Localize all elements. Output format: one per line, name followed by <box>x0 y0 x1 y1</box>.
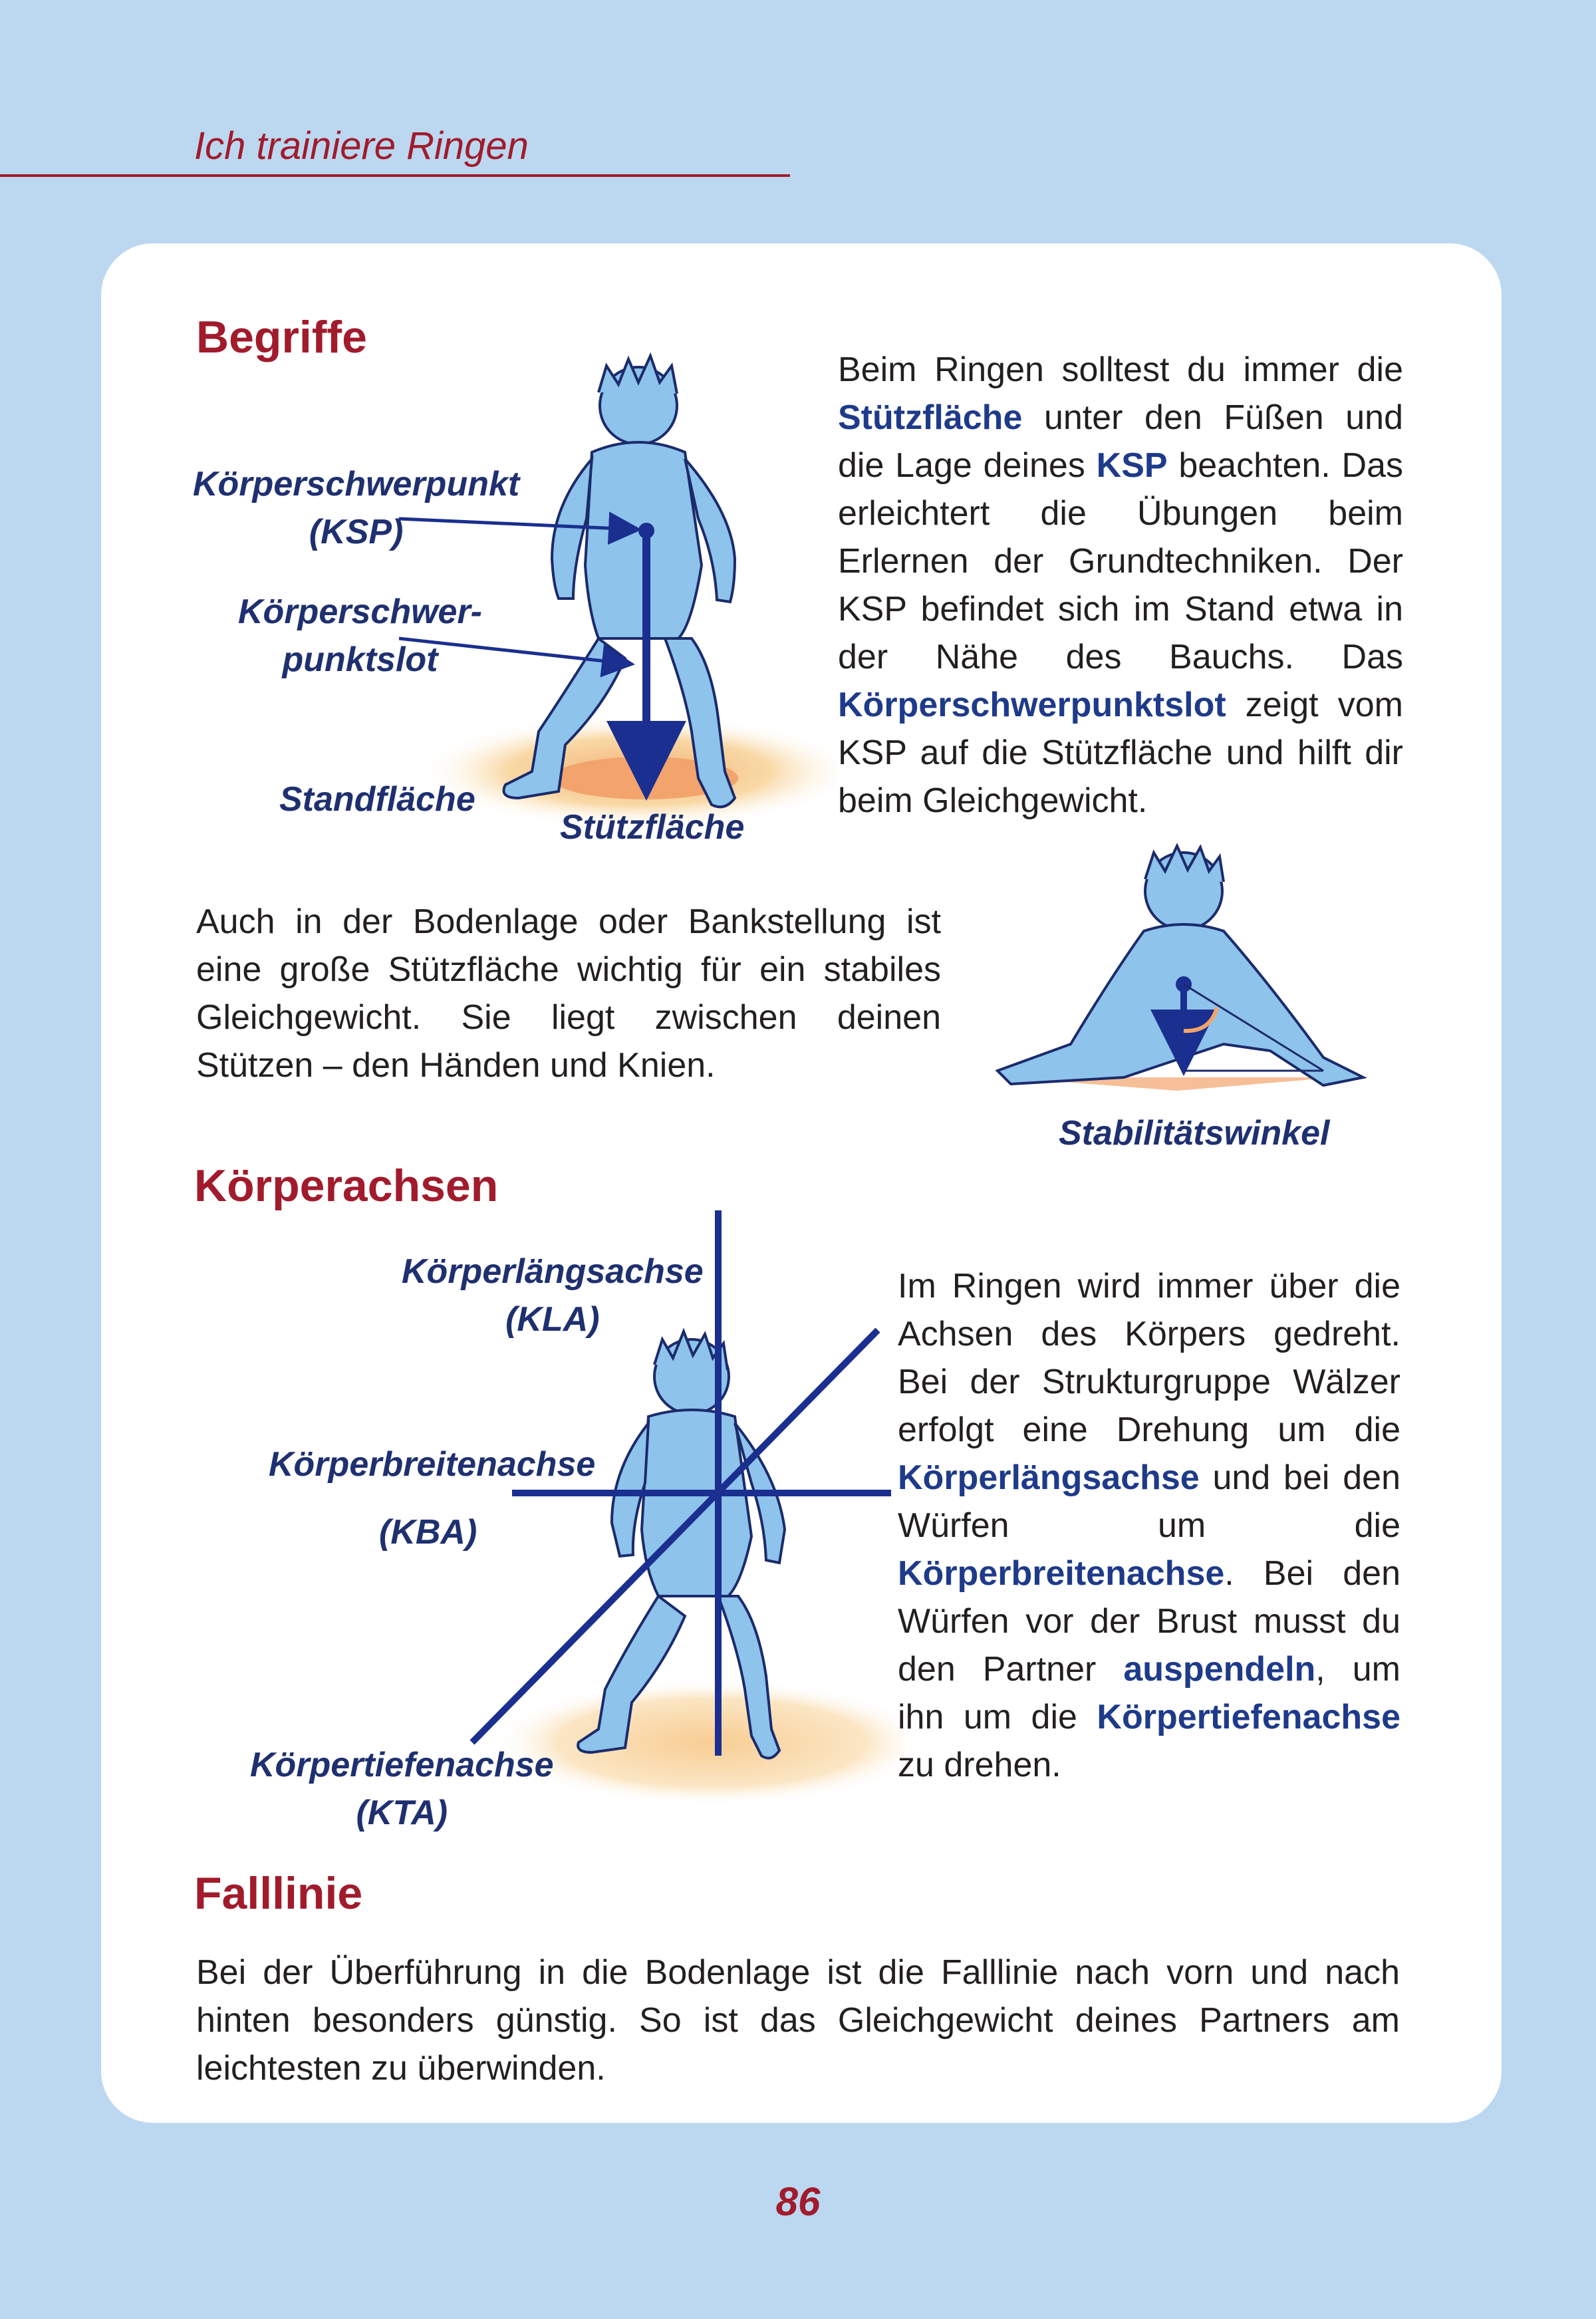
label-stuetzflaeche: Stützfläche <box>560 808 745 847</box>
label-ksp: Körperschwerpunkt (KSP) <box>193 465 520 551</box>
label-standflaeche: Standfläche <box>279 780 475 819</box>
paragraph-koerperachsen: Im Ringen wird immer über die Achsen des Körpers gedreht. Bei der Strukturgruppe Wälzer erfolgt eine Drehung um die Körperlängsachse und bei den Würfen um die Körperbreitenachse. Bei den Würfen vor der Brust musst du den Partner auspendeln, um ihn um die Körpertiefenachse zu drehen. <box>898 1267 1400 1784</box>
label-kba-name: Körperbreitenachse <box>269 1445 596 1484</box>
paragraph-begriffe: Beim Ringen solltest du immer die Stützfläche unter den Füßen und die Lage deines KSP beachten. Das erleichtert die Übungen beim Erlernen der Grundtechniken. Der KSP befindet sich im Stand etwa in der Nähe des Bauchs. Das Körperschwerpunktslot zeigt vom KSP auf die Stützfläche und hilft dir beim Gleichgewicht. <box>838 350 1403 820</box>
heading-begriffe: Begriffe <box>196 312 367 362</box>
paragraph-falllinie: Bei der Überführung in die Bodenlage ist die Falllinie nach vorn und nach hinten besonders günstig. So ist das Gleichgewicht deines Partners am leichtesten zu überwinden. <box>196 1953 1400 2088</box>
torso <box>642 1410 751 1596</box>
label-stabilitaetswinkel: Stabilitätswinkel <box>1059 1114 1330 1153</box>
kneeling-wrestler-figure <box>991 838 1377 1104</box>
label-slot: Körperschwer- punktslot <box>238 593 482 679</box>
label-kta: Körpertiefenachse (KTA) <box>250 1746 554 1832</box>
running-header: Ich trainiere Ringen <box>194 124 529 168</box>
heading-falllinie: Falllinie <box>194 1868 363 1919</box>
header-rule <box>0 174 790 177</box>
paragraph-bodenlage: Auch in der Bodenlage oder Bankstellung ist eine große Stützfläche wichtig für ein stabiles Gleichgewicht. Sie liegt zwischen deinen Stützen – den Händen und Knien. <box>196 902 941 1085</box>
heading-koerperachsen: Körperachsen <box>194 1160 499 1211</box>
page-number: 86 <box>775 2179 821 2224</box>
label-kba-abbr: (KBA) <box>379 1513 477 1552</box>
label-kla: Körperlängsachse (KLA) <box>402 1252 704 1339</box>
